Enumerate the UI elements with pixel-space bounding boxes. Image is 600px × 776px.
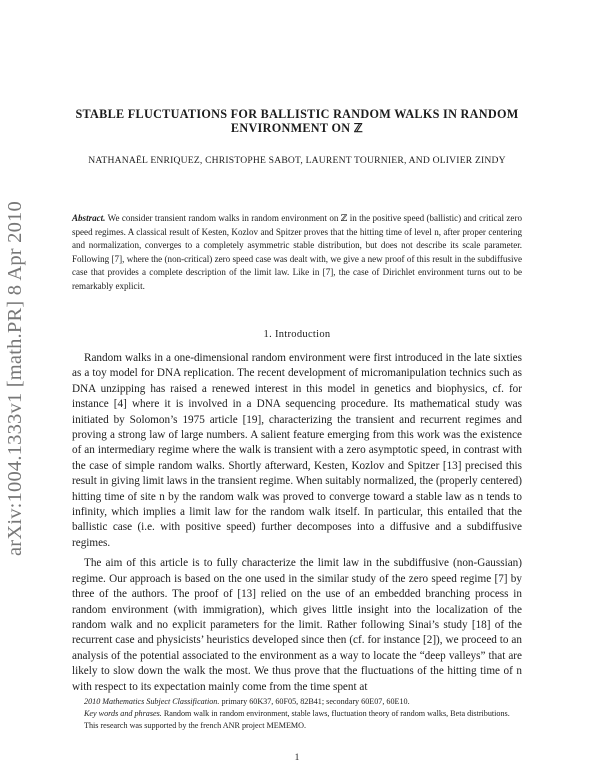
footnotes — [72, 696, 522, 733]
footnote-keywords-text: Random walk in random environment, stable laws, fluctuation theory of random walks, Beta distributions. — [163, 709, 510, 719]
abstract-text: We consider transient random walks in random environment on ℤ in the positive speed (ballistic) and critical zero speed regimes. A classical result of Kesten, Kozlov and Spitzer proves that the hitting time of level n, after proper centering and normalization, converges to a completely asymmetric stable distribution, but does not describe its scale parameter. Following [7], where the (non-critical) zero speed case was dealt with, we give a new proof of this result in the subdiffusive case that provides a complete description of the limit law. Like in [7], the case of Dirichlet environment turns out to be remarkably explicit. — [72, 213, 522, 291]
paper-authors: NATHANAËL ENRIQUEZ, CHRISTOPHE SABOT, LAURENT TOURNIER, AND OLIVIER ZINDY — [88, 155, 506, 166]
footnote-msc-label: 2010 Mathematics Subject Classification. — [84, 697, 220, 706]
arxiv-identifier-stamp: arXiv:1004.1333v1 [math.PR] 8 Apr 2010 — [4, 201, 26, 556]
footnote-keywords-label: Key words and phrases. — [84, 709, 162, 719]
body-text — [72, 351, 522, 700]
page-number: 1 — [294, 753, 300, 763]
paragraph: The aim of this article is to fully characterize the limit law in the subdiffusive (non-Gaussian) regime. Our approach is based on the one used in the similar study of the zero speed regime [7] by three of the authors. The proof of [13] relied on the use of an embedded branching process in random environment (with immigration), which gives little insight into the localization of the random walk and no explicit parameters for the limit. Rather following Sinai’s study [18] of the recurrent case and physicists’ heuristics developed since then (cf. for instance [2]), we proceed to an analysis of the potential associated to the environment as a way to locate the “deep valleys” that are likely to slow down the walk the most. We thus prove that the fluctuations of the hitting time of n with respect to its expectation mainly come from the time spent at — [72, 557, 522, 693]
abstract-label: Abstract. — [72, 213, 106, 223]
abstract — [72, 212, 522, 294]
paper-title: STABLE FLUCTUATIONS FOR BALLISTIC RANDOM WALKS IN RANDOM ENVIRONMENT ON ℤ — [75, 107, 519, 135]
footnote-keywords — [72, 708, 522, 720]
section-heading: 1. Introduction — [263, 329, 331, 340]
footnote-msc — [72, 696, 522, 708]
paragraph: Random walks in a one-dimensional random environment were first introduced in the late sixties as a toy model for DNA replication. The recent development of micromanipulation technics such as DNA unzipping has raised a renewed interest in this model in genetics and biophysics, cf. for instance [4] where it is involved in a DNA sequencing procedure. Its mathematical study was initiated by Solomon’s 1975 article [19], characterizing the transient and recurrent regimes and proving a strong law of large numbers. A salient feature emerging from this work was the existence of an intermediary regime where the walk is transient with a zero asymptotic speed, in contrast with the case of simple random walks. Shortly afterward, Kesten, Kozlov and Spitzer [13] precised this result in giving limit laws in the transient regime. When suitably normalized, the (properly centered) hitting time of site n by the random walk was proved to converge toward a stable law as n tends to infinity, which implies a limit law for the random walk itself. In particular, this entailed that the ballistic case (i.e. with positive speed) further decomposes into a diffusive and a subdiffusive regimes. — [72, 352, 522, 549]
footnote-support: This research was supported by the french ANR project MEMEMO. — [84, 721, 307, 731]
footnote-msc-text: primary 60K37, 60F05, 82B41; secondary 60E07, 60E10. — [221, 697, 410, 706]
